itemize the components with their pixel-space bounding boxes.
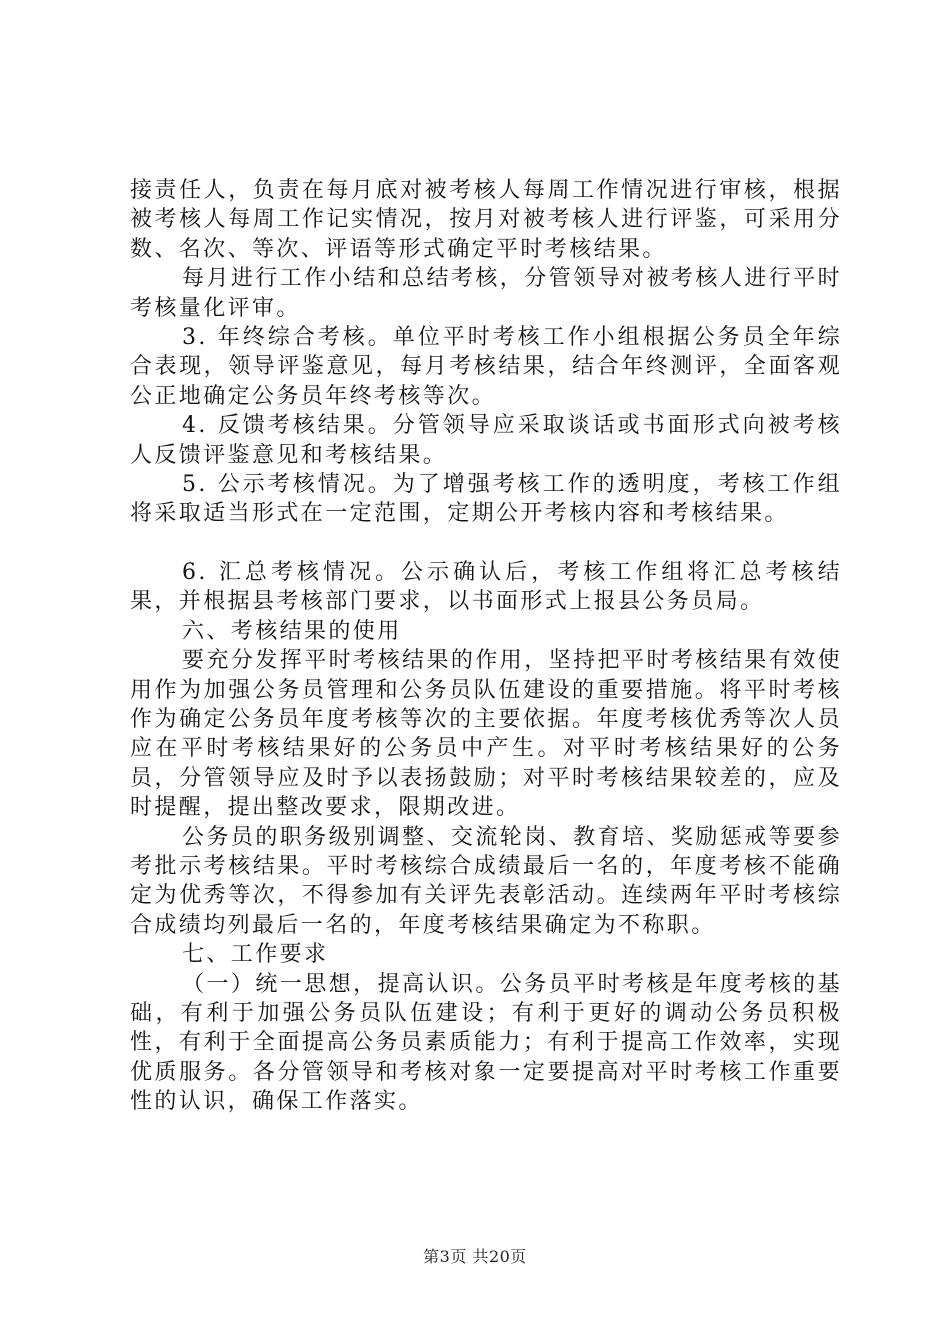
paragraph-item-5: 5. 公示考核情况。为了增强考核工作的透明度，考核工作组将采取适当形式在一定范围，定期公开考核内容和考核结果。 — [130, 472, 842, 527]
paragraph-requirement-1: （一）统一思想，提高认识。公务员平时考核是年度考核的基础，有利于加强公务员队伍建设；有利于更好的调动公务员积极性，有利于全面提高公务员素质能力；有利于提高工作效率，实现优质服务。各分管领导和考核对象一定要提高对平时考核工作重要性的认识，确保工作落实。 — [130, 971, 842, 1115]
paragraph-monthly-summary: 每月进行工作小结和总结考核，分管领导对被考核人进行平时考核量化评审。 — [130, 266, 842, 321]
document-body — [130, 176, 842, 1117]
paragraph-continuation: 接责任人，负责在每月底对被考核人每周工作情况进行审核，根据被考核人每周工作记实情况，按月对被考核人进行评鉴，可采用分数、名次、等次、评语等形式确定平时考核结果。 — [130, 178, 842, 262]
paragraph-results-usage: 要充分发挥平时考核结果的作用，坚持把平时考核结果有效使用作为加强公务员管理和公务员队伍建设的重要措施。将平时考核作为确定公务员年度考核等次的主要依据。年度考核优秀等次人员应在平时考核结果好的公务员中产生。对平时考核结果好的公务员，分管领导应及时予以表扬鼓励；对平时考核结果较差的，应及时提醒，提出整改要求，限期改进。 — [130, 648, 842, 821]
section-heading-6: 六、考核结果的使用 — [182, 618, 402, 644]
section-heading-7: 七、工作要求 — [182, 942, 329, 968]
page-number-footer: 第3页 共20页 — [423, 1247, 527, 1266]
paragraph-item-4: 4. 反馈考核结果。分管领导应采取谈话或书面形式向被考核人反馈评鉴意见和考核结果。 — [130, 413, 842, 468]
paragraph-item-3: 3. 年终综合考核。单位平时考核工作小组根据公务员全年综合表现，领导评鉴意见，每月考核结果，结合年终测评，全面客观公正地确定公务员年终考核等次。 — [130, 325, 842, 409]
paragraph-item-6: 6. 汇总考核情况。公示确认后，考核工作组将汇总考核结果，并根据县考核部门要求，以书面形式上报县公务员局。 — [130, 559, 842, 615]
paragraph-results-reference: 公务员的职务级别调整、交流轮岗、教育培、奖励惩戒等要参考批示考核结果。平时考核综合成绩最后一名的，年度考核不能确定为优秀等次，不得参加有关评先表彰活动。连续两年平时考核综合成绩均列最后一名的，年度考核结果确定为不称职。 — [130, 824, 842, 938]
